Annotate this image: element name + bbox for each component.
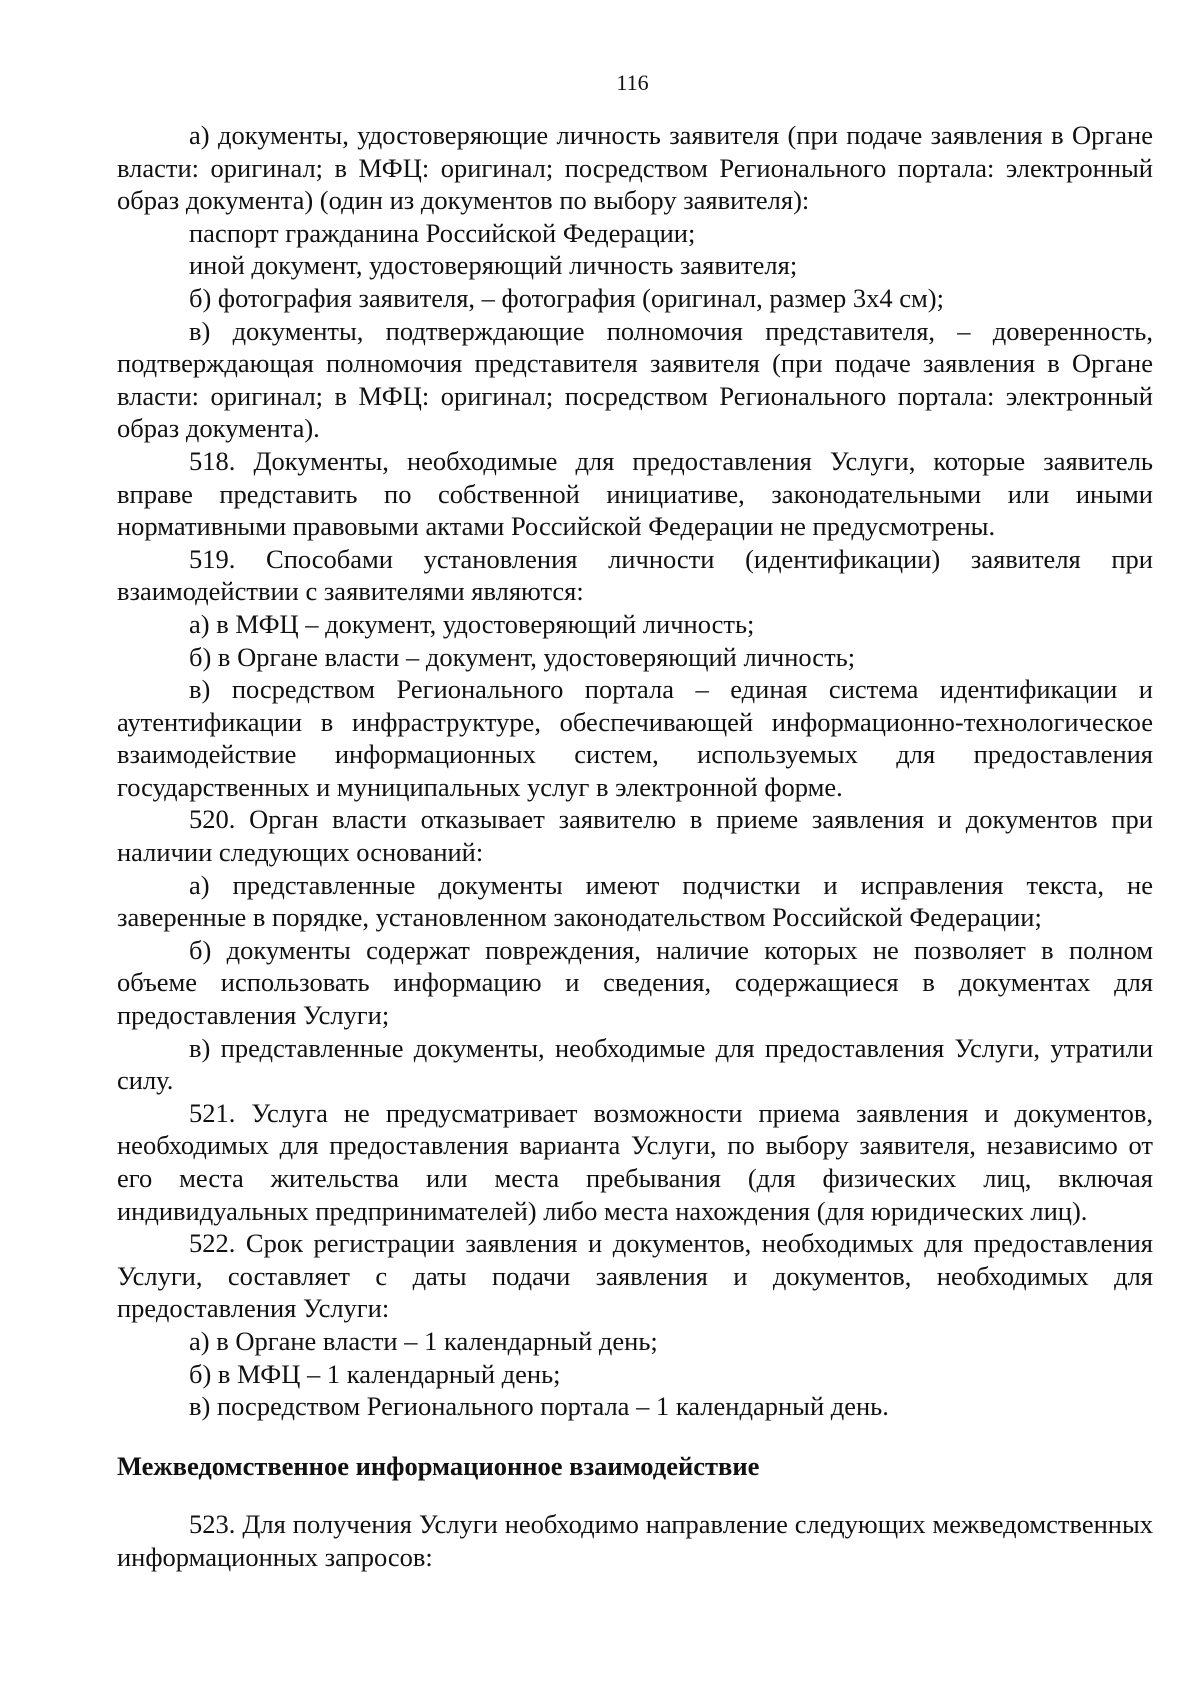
paragraph: в) посредством Регионального портала – 1 календарный день. [189,1391,889,1422]
paragraph: б) фотография заявителя, – фотография (оригинал, размер 3х4 см); [189,282,944,313]
paragraph: а) представленные документы имеют подчистки и исправления текста, не заверенные в порядке, установленном законодательством Российской Федерации; [117,869,1153,933]
paragraph: иной документ, удостоверяющий личность заявителя; [189,250,798,281]
paragraph: в) документы, подтверждающие полномочия представителя, – доверенность, подтверждающая полномочия представителя заявителя (при подаче заявления в Органе власти: оригинал; в МФЦ: оригинал; посредством Регионального портала: электронный образ документа). [117,315,1153,444]
paragraph: 518. Документы, необходимые для предоставления Услуги, которые заявитель вправе представить по собственной инициативе, законодательными или иными нормативными правовыми актами Российской Федерации не предусмотрены. [117,445,1153,542]
page-number: 116 [616,70,649,95]
paragraph: а) в МФЦ – документ, удостоверяющий личность; [189,608,755,639]
paragraph: 523. Для получения Услуги необходимо направление следующих межведомственных информационных запросов: [117,1509,1153,1572]
paragraph: 521. Услуга не предусматривает возможности приема заявления и документов, необходимых для предоставления варианта Услуги, по выбору заявителя, независимо от его места жительства или места пребывания (для физических лиц, включая индивидуальных предпринимателей) либо места нахождения (для юридических лиц). [117,1097,1153,1226]
paragraph: 519. Способами установления личности (идентификации) заявителя при взаимодействии с заявителями являются: [117,543,1153,607]
document-body [117,119,1153,1574]
paragraph: 520. Орган власти отказывает заявителю в приеме заявления и документов при наличии следующих оснований: [117,804,1153,868]
section-heading: Межведомственное информационное взаимодействие [117,1450,760,1481]
paragraph: в) посредством Регионального портала – единая система идентификации и аутентификации в инфраструктуре, обеспечивающей информационно-технологическое взаимодействие информационных систем, используемых для предоставления государственных и муниципальных услуг в электронной форме. [117,674,1153,802]
paragraph: а) документы, удостоверяющие личность заявителя (при подаче заявления в Органе власти: оригинал; в МФЦ: оригинал; посредством Регионального портала: электронный образ документа) (один из документов по выбору заявителя): [117,120,1153,216]
paragraph: а) в Органе власти – 1 календарный день; [189,1325,658,1356]
paragraph: 522. Срок регистрации заявления и документов, необходимых для предоставления Услуги, составляет с даты подачи заявления и документов, необходимых для предоставления Услуги: [117,1228,1153,1324]
paragraph: паспорт гражданина Российской Федерации; [189,217,696,248]
paragraph: б) документы содержат повреждения, наличие которых не позволяет в полном объеме использовать информацию и сведения, содержащиеся в документах для предоставления Услуги; [117,934,1153,1031]
paragraph: б) в Органе власти – документ, удостоверяющий личность; [189,641,856,672]
paragraph: б) в МФЦ – 1 календарный день; [189,1358,561,1389]
paragraph: в) представленные документы, необходимые для предоставления Услуги, утратили силу. [117,1032,1153,1096]
